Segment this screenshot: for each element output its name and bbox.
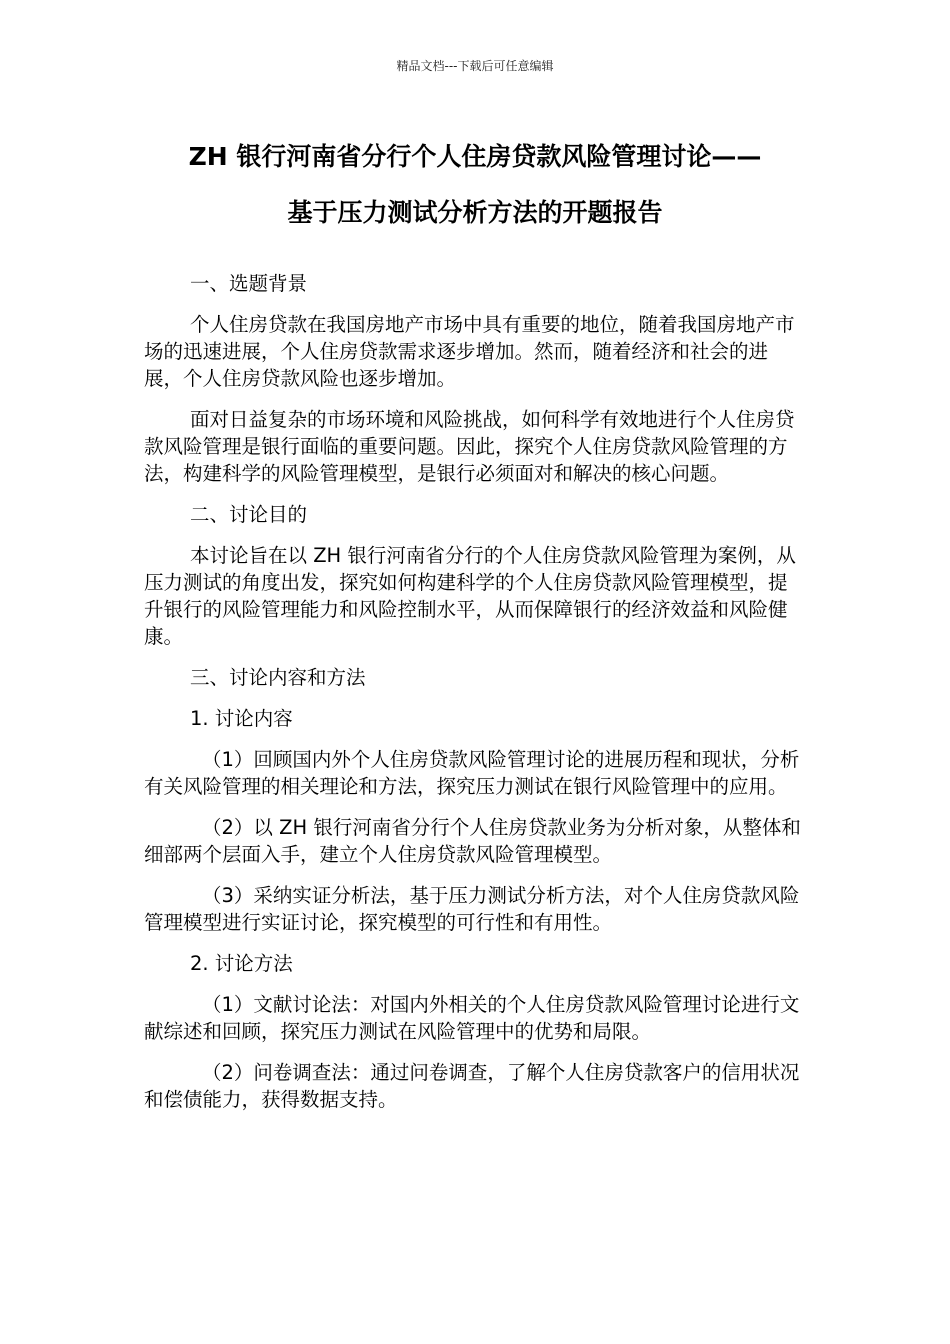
paragraph-background-2: 面对日益复杂的市场环境和风险挑战，如何科学有效地进行个人住房贷款风险管理是银行面临的重要问题。因此，探究个人住房贷款风险管理的方法，构建科学的风险管理模型，是银行必须面对和解决的核心问题。 <box>144 408 795 485</box>
content-item-1: （1）回顾国内外个人住房贷款风险管理讨论的进展历程和现状，分析有关风险管理的相关理论和方法，探究压力测试在银行风险管理中的应用。 <box>144 748 800 798</box>
document-title-line-1: ZH 银行河南省分行个人住房贷款风险管理讨论—— <box>188 142 762 171</box>
method-item-1: （1）文献讨论法：对国内外相关的个人住房贷款风险管理讨论进行文献综述和回顾，探究压力测试在风险管理中的优势和局限。 <box>144 993 800 1043</box>
subsection-heading-content: 1. 讨论内容 <box>190 707 293 730</box>
paragraph-background-1: 个人住房贷款在我国房地产市场中具有重要的地位，随着我国房地产市场的迅速进展，个人住房贷款需求逐步增加。然而，随着经济和社会的进展，个人住房贷款风险也逐步增加。 <box>144 313 795 390</box>
document-body <box>144 270 806 1127</box>
section-heading-content-methods: 三、讨论内容和方法 <box>190 666 366 689</box>
method-item-2: （2）问卷调查法：通过问卷调查，了解个人住房贷款客户的信用状况和偿债能力，获得数据支持。 <box>144 1061 800 1111</box>
content-item-2: （2）以 ZH 银行河南省分行个人住房贷款业务为分析对象，从整体和细部两个层面入手，建立个人住房贷款风险管理模型。 <box>144 816 801 866</box>
page-header: 精品文档---下载后可任意编辑 <box>396 59 554 73</box>
document-title-line-2: 基于压力测试分析方法的开题报告 <box>287 198 663 227</box>
paragraph-purpose: 本讨论旨在以 ZH 银行河南省分行的个人住房贷款风险管理为案例，从压力测试的角度出发，探究如何构建科学的个人住房贷款风险管理模型，提升银行的风险管理能力和风险控制水平，从而保障银行的经济效益和风险健康。 <box>144 544 796 648</box>
subsection-heading-methods: 2. 讨论方法 <box>190 952 293 975</box>
section-heading-background: 一、选题背景 <box>190 272 308 295</box>
content-item-3: （3）采纳实证分析法，基于压力测试分析方法，对个人住房贷款风险管理模型进行实证讨论，探究模型的可行性和有用性。 <box>144 884 800 934</box>
section-heading-purpose: 二、讨论目的 <box>190 503 308 526</box>
